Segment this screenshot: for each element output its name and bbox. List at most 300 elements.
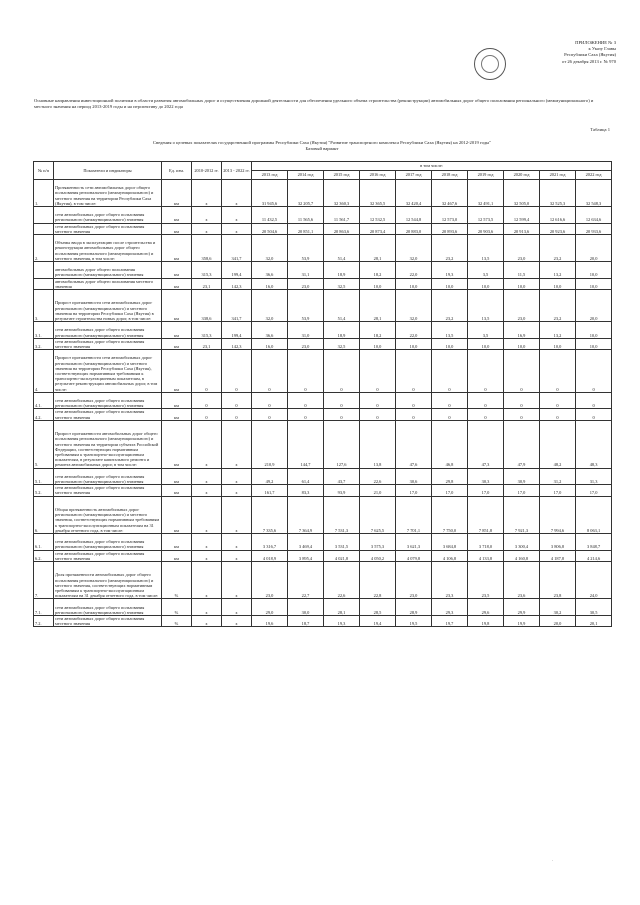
value-cell: 161,7: [252, 485, 288, 496]
value-cell: 32,5: [324, 278, 360, 289]
value-cell: 17,0: [432, 485, 468, 496]
value-cell: 20 933,6: [576, 223, 612, 234]
unit-cell: км: [162, 420, 192, 468]
value-cell: 32 205,7: [288, 180, 324, 207]
unit-cell: км: [162, 485, 192, 496]
value-cell: 0: [468, 350, 504, 393]
value-cell: 3 895,4: [288, 550, 324, 561]
header-years-group: в том числе:: [252, 162, 612, 171]
table-row: [34, 207, 612, 224]
value-cell: 0: [540, 409, 576, 420]
base-cell: 0: [222, 350, 252, 393]
base-cell: х: [192, 207, 222, 224]
value-cell: 7 851,8: [468, 496, 504, 533]
value-cell: 0: [504, 350, 540, 393]
value-cell: 10,0: [468, 338, 504, 349]
row-number: 5.1.: [34, 468, 54, 485]
table-row: [34, 322, 612, 339]
value-cell: 7 750,0: [432, 496, 468, 533]
value-cell: 3 848,7: [576, 533, 612, 550]
value-cell: 17,0: [540, 485, 576, 496]
base-cell: х: [192, 599, 222, 616]
value-cell: 13,5: [468, 290, 504, 322]
row-number: 2.: [34, 235, 54, 262]
document-title: Основные направления инвестиционной политики в области развития автомобильных дорог и осуществления дорожной деятельности для обеспечения удельного объема строительства (реконструкции) автомобильных дорог общего пользования регионального (межмуниципального) и местного значения на период 2013-2019 годы и на перспективу до 2022 года: [34, 98, 594, 110]
value-cell: 46,8: [432, 420, 468, 468]
value-cell: 28,5: [360, 599, 396, 616]
row-number: 6.2.: [34, 550, 54, 561]
value-cell: 0: [324, 409, 360, 420]
row-number: [34, 262, 54, 279]
row-number: 6.: [34, 496, 54, 533]
approval-line: к Указу Главы: [588, 46, 616, 52]
indicator-cell: сети автомобильных дорог общего пользования местного значения: [54, 615, 162, 626]
value-cell: 0: [576, 350, 612, 393]
row-number: 3.: [34, 290, 54, 322]
value-cell: 17,0: [504, 485, 540, 496]
header-year: 2022 год: [576, 171, 612, 180]
value-cell: 48,3: [576, 420, 612, 468]
value-cell: 0: [252, 409, 288, 420]
value-cell: 22,0: [396, 262, 432, 279]
value-cell: 4 018,9: [252, 550, 288, 561]
row-number: [34, 223, 54, 234]
value-cell: 4 133,8: [468, 550, 504, 561]
value-cell: 0: [396, 409, 432, 420]
base-cell: 0: [192, 409, 222, 420]
table-row: [34, 468, 612, 485]
value-cell: 83,3: [288, 485, 324, 496]
value-cell: 0: [360, 409, 396, 420]
value-cell: 3 684,8: [432, 533, 468, 550]
table-row: [34, 550, 612, 561]
value-cell: 93,9: [324, 485, 360, 496]
table-row: [34, 278, 612, 289]
indicator-cell: сети автомобильных дорог общего пользования местного значения: [54, 338, 162, 349]
value-cell: 23,2: [540, 290, 576, 322]
unit-cell: км: [162, 392, 192, 409]
indicators-table: [33, 161, 612, 627]
value-cell: 0: [468, 409, 504, 420]
value-cell: 32,0: [252, 235, 288, 262]
value-cell: 13,8: [360, 420, 396, 468]
value-cell: 20,0: [576, 235, 612, 262]
value-cell: 0: [432, 392, 468, 409]
base-cell: х: [222, 561, 252, 598]
header-no: № п/п: [34, 162, 54, 180]
header-base-2010-2012: 2010-2012 гг.: [192, 162, 222, 180]
value-cell: 12 532,5: [360, 207, 396, 224]
value-cell: 32 491,1: [468, 180, 504, 207]
value-cell: 20 883,0: [396, 223, 432, 234]
approval-line: ПРИЛОЖЕНИЕ № 3: [575, 40, 616, 45]
value-cell: 28,1: [324, 599, 360, 616]
row-number: 7.1.: [34, 599, 54, 616]
indicator-cell: Протяженность сети автомобильных дорог общего пользования регионального (межмуниципального) и местного значения на территории Республики Саха (Якутия), в том числе:: [54, 180, 162, 207]
value-cell: 23,0: [288, 338, 324, 349]
value-cell: 24,0: [576, 561, 612, 598]
table-row: [34, 180, 612, 207]
value-cell: 210,9: [252, 420, 288, 468]
value-cell: 31,1: [288, 262, 324, 279]
value-cell: 7 531,3: [324, 496, 360, 533]
base-cell: 0: [192, 350, 222, 393]
base-cell: 0: [222, 392, 252, 409]
header-year: 2017 год: [396, 171, 432, 180]
value-cell: 13,2: [540, 322, 576, 339]
value-cell: 29,8: [432, 468, 468, 485]
value-cell: 53,9: [288, 290, 324, 322]
value-cell: 10,0: [504, 278, 540, 289]
base-cell: х: [192, 468, 222, 485]
value-cell: 22,6: [360, 468, 396, 485]
value-cell: 29,3: [432, 599, 468, 616]
value-cell: 30,0: [288, 599, 324, 616]
value-cell: 32 548,3: [576, 180, 612, 207]
value-cell: 22,8: [360, 561, 396, 598]
table-row: [34, 409, 612, 420]
value-cell: 7 921,3: [504, 496, 540, 533]
unit-cell: км: [162, 533, 192, 550]
value-cell: 10,0: [576, 322, 612, 339]
row-number: 6.1.: [34, 533, 54, 550]
value-cell: 3 316,7: [252, 533, 288, 550]
base-cell: х: [192, 550, 222, 561]
base-cell: х: [222, 496, 252, 533]
base-cell: х: [222, 180, 252, 207]
value-cell: 0: [432, 350, 468, 393]
approval-line: Республики Саха (Якутия): [564, 52, 616, 58]
header-year: 2021 год: [540, 171, 576, 180]
base-cell: х: [192, 533, 222, 550]
value-cell: 32 420,4: [396, 180, 432, 207]
header-year: 2013 год: [252, 171, 288, 180]
unit-cell: км: [162, 235, 192, 262]
indicator-cell: Доля протяженности автомобильных дорог общего пользования регионального (межмуниципального) и местного значения, соответствующих нормативным требованиям к транспортно-эксплуатационным показателям на 31 декабря отчетного года, в том числе:: [54, 561, 162, 598]
table-row: [34, 485, 612, 496]
value-cell: 3 621,3: [396, 533, 432, 550]
value-cell: 36,6: [252, 322, 288, 339]
table-caption-line: Сведения о целевых показателях государственной программы Республики Саха (Якутия) "Развитие транспортного комплекса Республики Саха (Якутия) на 2012-2019 годы": [152, 140, 492, 145]
value-cell: 10,0: [504, 338, 540, 349]
value-cell: 20 863,6: [324, 223, 360, 234]
value-cell: 18,9: [324, 262, 360, 279]
value-cell: 47,9: [504, 420, 540, 468]
value-cell: 30,5: [576, 599, 612, 616]
header-year: 2015 год: [324, 171, 360, 180]
row-number: 5.2.: [34, 485, 54, 496]
indicator-cell: сети автомобильных дорог общего пользования местного значения: [54, 409, 162, 420]
value-cell: 3,5: [468, 262, 504, 279]
value-cell: 0: [324, 392, 360, 409]
table-row: [34, 290, 612, 322]
value-cell: 16,0: [252, 338, 288, 349]
table-caption: [34, 140, 610, 152]
value-cell: 22,7: [288, 561, 324, 598]
base-cell: 142,3: [222, 338, 252, 349]
base-cell: х: [222, 615, 252, 626]
value-cell: 47,3: [468, 420, 504, 468]
value-cell: 11,5: [504, 262, 540, 279]
value-cell: 23,8: [540, 561, 576, 598]
base-cell: 142,3: [222, 278, 252, 289]
value-cell: 11 432,5: [252, 207, 288, 224]
value-cell: 18,9: [324, 322, 360, 339]
value-cell: 10,0: [540, 278, 576, 289]
value-cell: 19,9: [504, 615, 540, 626]
value-cell: 10,0: [360, 338, 396, 349]
unit-cell: км: [162, 322, 192, 339]
unit-cell: км: [162, 468, 192, 485]
value-cell: 31,2: [540, 468, 576, 485]
value-cell: 12 616,6: [540, 207, 576, 224]
value-cell: 19,6: [252, 615, 288, 626]
value-cell: 0: [360, 350, 396, 393]
value-cell: 10,0: [576, 278, 612, 289]
table-row: [34, 561, 612, 598]
value-cell: 0: [540, 392, 576, 409]
value-cell: 18,2: [360, 322, 396, 339]
value-cell: 17,0: [576, 485, 612, 496]
approval-block: [466, 40, 616, 65]
base-cell: 315,3: [192, 322, 222, 339]
value-cell: 51,4: [324, 290, 360, 322]
value-cell: 20,0: [540, 615, 576, 626]
table-row: [34, 599, 612, 616]
value-cell: 10,0: [396, 278, 432, 289]
value-cell: 23,0: [504, 290, 540, 322]
row-number: 3.1.: [34, 322, 54, 339]
base-cell: х: [222, 599, 252, 616]
row-number: 4.1.: [34, 392, 54, 409]
value-cell: 32 467,6: [432, 180, 468, 207]
value-cell: 17,0: [468, 485, 504, 496]
base-cell: х: [192, 615, 222, 626]
value-cell: 127,6: [324, 420, 360, 468]
indicator-cell: сети автомобильных дорог общего пользования регионального (межмуниципального) значения: [54, 599, 162, 616]
value-cell: 3 806,8: [540, 533, 576, 550]
value-cell: 43,7: [324, 468, 360, 485]
base-cell: х: [222, 550, 252, 561]
row-number: 4.: [34, 350, 54, 393]
value-cell: 11 561,7: [324, 207, 360, 224]
base-cell: х: [222, 468, 252, 485]
indicator-cell: сети автомобильных дорог общего пользования регионального (межмуниципального) значения: [54, 392, 162, 409]
value-cell: 32,0: [396, 290, 432, 322]
value-cell: 13,5: [432, 322, 468, 339]
value-cell: 30,3: [468, 468, 504, 485]
value-cell: 3 300,4: [504, 533, 540, 550]
value-cell: 12 573,0: [432, 207, 468, 224]
value-cell: 10,0: [576, 338, 612, 349]
value-cell: 22,0: [396, 322, 432, 339]
row-number: 1.: [34, 180, 54, 207]
table-row: [34, 235, 612, 262]
value-cell: 18,7: [288, 615, 324, 626]
value-cell: 30,2: [540, 599, 576, 616]
header-unit: Ед. изм.: [162, 162, 192, 180]
value-cell: 4 187,8: [540, 550, 576, 561]
indicator-cell: сети автомобильных дорог общего пользования регионального (межмуниципального) значения: [54, 468, 162, 485]
value-cell: 12 573,5: [468, 207, 504, 224]
value-cell: 8 063,1: [576, 496, 612, 533]
value-cell: 23,0: [288, 278, 324, 289]
value-cell: 20 504,6: [252, 223, 288, 234]
row-number: 5.: [34, 420, 54, 468]
value-cell: 10,0: [468, 278, 504, 289]
value-cell: 10,0: [540, 338, 576, 349]
value-cell: 31,0: [288, 322, 324, 339]
indicator-cell: автомобильных дорог общего пользования регионального (межмуниципального) значения: [54, 262, 162, 279]
value-cell: 32 360,3: [324, 180, 360, 207]
value-cell: 31 945,6: [252, 180, 288, 207]
value-cell: 32,5: [324, 338, 360, 349]
value-cell: 0: [432, 409, 468, 420]
base-cell: х: [222, 485, 252, 496]
value-cell: 11 565,6: [288, 207, 324, 224]
table-caption-variant: Базовый вариант: [305, 146, 339, 152]
value-cell: 10,0: [396, 338, 432, 349]
value-cell: 0: [252, 350, 288, 393]
value-cell: 4 079,8: [396, 550, 432, 561]
value-cell: 12 599,4: [504, 207, 540, 224]
value-cell: 19,7: [432, 615, 468, 626]
table-row: [34, 223, 612, 234]
value-cell: 51,4: [324, 235, 360, 262]
unit-cell: км: [162, 350, 192, 393]
value-cell: 23,5: [468, 561, 504, 598]
unit-cell: км: [162, 180, 192, 207]
header-year: 2016 год: [360, 171, 396, 180]
value-cell: 29,6: [468, 599, 504, 616]
value-cell: 3,5: [468, 322, 504, 339]
indicator-cell: Объемы ввода в эксплуатацию после строительства и реконструкции автомобильных дорог общего пользования регионального (межмуниципального) и местного значения, в том числе:: [54, 235, 162, 262]
base-cell: 199,4: [222, 322, 252, 339]
value-cell: 0: [252, 392, 288, 409]
value-cell: 49,2: [252, 468, 288, 485]
value-cell: 0: [540, 350, 576, 393]
value-cell: 20 903,6: [468, 223, 504, 234]
value-cell: 47,6: [396, 420, 432, 468]
unit-cell: км: [162, 223, 192, 234]
value-cell: 0: [576, 409, 612, 420]
value-cell: 0: [324, 350, 360, 393]
header-year: 2018 год: [432, 171, 468, 180]
base-cell: 341,7: [222, 290, 252, 322]
value-cell: 21,0: [360, 485, 396, 496]
indicator-cell: сети автомобильных дорог общего пользования регионального (межмуниципального) значения: [54, 207, 162, 224]
unit-cell: км: [162, 207, 192, 224]
indicator-cell: сети автомобильных дорог общего пользования регионального (межмуниципального) значения: [54, 533, 162, 550]
value-cell: 30,9: [504, 468, 540, 485]
value-cell: 30,6: [396, 468, 432, 485]
unit-cell: км: [162, 550, 192, 561]
value-cell: 13,5: [468, 235, 504, 262]
base-cell: х: [192, 180, 222, 207]
value-cell: 19,8: [468, 615, 504, 626]
indicator-cell: Прирост протяженности сети автомобильных дорог регионального (межмуниципального) и местного значения на территории Республики Саха (Якутия) в результате строительства новых дорог, в том числе:: [54, 290, 162, 322]
value-cell: 23,0: [504, 235, 540, 262]
table-row: [34, 262, 612, 279]
base-cell: 338,6: [192, 290, 222, 322]
value-cell: 20 923,6: [540, 223, 576, 234]
table-row: [34, 392, 612, 409]
value-cell: 32 505,0: [504, 180, 540, 207]
base-cell: х: [192, 496, 222, 533]
value-cell: 31,3: [576, 468, 612, 485]
table-row: [34, 350, 612, 393]
value-cell: 0: [360, 392, 396, 409]
value-cell: 0: [504, 409, 540, 420]
base-cell: 358,6: [192, 235, 222, 262]
value-cell: 20,0: [576, 290, 612, 322]
value-cell: 61,4: [288, 468, 324, 485]
value-cell: 0: [288, 409, 324, 420]
value-cell: 19,3: [324, 615, 360, 626]
row-number: 3.2.: [34, 338, 54, 349]
value-cell: 10,0: [360, 278, 396, 289]
indicator-cell: автомобильных дорог общего пользования местного значения: [54, 278, 162, 289]
value-cell: 7 701,1: [396, 496, 432, 533]
value-cell: 29,0: [252, 599, 288, 616]
value-cell: 7 335,6: [252, 496, 288, 533]
base-cell: х: [222, 223, 252, 234]
indicator-cell: Прирост протяженности автомобильных дорог общего пользования регионального (межмуниципального) и местного значения на территории субъекта Российской Федерации, соответствующих нормативным требованиям к транспортно-эксплуатационным показателям, в результате капитального ремонта и ремонта автомобильных дорог, в том числе:: [54, 420, 162, 468]
value-cell: 12 544,8: [396, 207, 432, 224]
value-cell: 4 214,6: [576, 550, 612, 561]
value-cell: 23,2: [540, 235, 576, 262]
table-row: [34, 533, 612, 550]
indicator-cell: сети автомобильных дорог общего пользования местного значения: [54, 550, 162, 561]
unit-cell: км: [162, 338, 192, 349]
value-cell: 19,4: [360, 615, 396, 626]
approval-line: от 26 декабря 2013 г. № 970: [561, 58, 616, 64]
unit-cell: %: [162, 599, 192, 616]
base-cell: 315,3: [192, 262, 222, 279]
value-cell: 23,6: [504, 561, 540, 598]
value-cell: 10,0: [432, 338, 468, 349]
value-cell: 23,3: [432, 561, 468, 598]
value-cell: 3 469,4: [288, 533, 324, 550]
value-cell: 20 913,6: [504, 223, 540, 234]
value-cell: 23,0: [396, 561, 432, 598]
indicator-cell: сети автомобильных дорог общего пользования местного значения: [54, 223, 162, 234]
value-cell: 0: [288, 392, 324, 409]
indicator-cell: сети автомобильных дорог общего пользования местного значения: [54, 485, 162, 496]
unit-cell: км: [162, 278, 192, 289]
value-cell: 36,6: [252, 262, 288, 279]
value-cell: 144,7: [288, 420, 324, 468]
table-row: [34, 338, 612, 349]
unit-cell: км: [162, 262, 192, 279]
value-cell: 7 625,5: [360, 496, 396, 533]
header-year: 2020 год: [504, 171, 540, 180]
value-cell: 32,0: [396, 235, 432, 262]
value-cell: 17,0: [396, 485, 432, 496]
value-cell: 0: [468, 392, 504, 409]
value-cell: 48,2: [540, 420, 576, 468]
value-cell: 0: [576, 392, 612, 409]
indicator-cell: Прирост протяженности сети автомобильных дорог регионального (межмуниципального) и местного значения на территории Республики Саха (Якутия), соответствующих нормативным требованиям к транспортно-эксплуатационным показателям, в результате реконструкции автомобильных дорог, в том числе:: [54, 350, 162, 393]
table-row: [34, 496, 612, 533]
value-cell: 3 575,3: [360, 533, 396, 550]
row-number: [34, 207, 54, 224]
base-cell: 23,1: [192, 338, 222, 349]
base-cell: 199,4: [222, 262, 252, 279]
base-cell: х: [222, 420, 252, 468]
value-cell: 19,3: [432, 262, 468, 279]
value-cell: 16,0: [252, 278, 288, 289]
